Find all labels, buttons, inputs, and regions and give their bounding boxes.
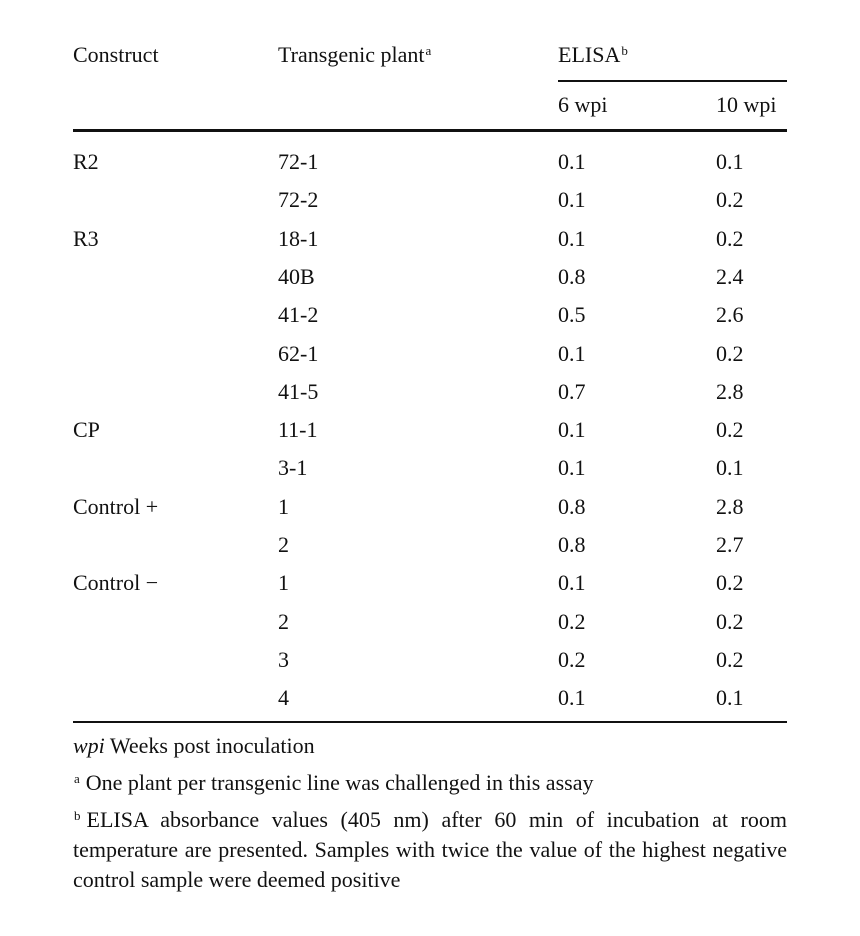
cell-wpi10: 0.2	[716, 570, 744, 596]
table-row	[73, 608, 787, 646]
footnote-a: $^a$ One plant per transgenic line was challenged in this assay	[74, 770, 594, 795]
cell-wpi6: 0.8	[558, 532, 586, 557]
cell-wpi10: 0.2	[716, 187, 744, 213]
cell-wpi6: 0.1	[558, 225, 586, 251]
cell-plant: 4	[278, 685, 289, 711]
table-row	[73, 684, 787, 722]
footnote-abbreviation: wpi Weeks post inoculation	[73, 733, 315, 758]
footnote-b: $^b$ ELISA absorbance values (405 nm) after 60 min of incubation at room temperature are presented. Samples with twice the value of the highest negative control sample were deemed positive	[73, 807, 787, 892]
header-elisa: ELISA$^b$	[558, 42, 628, 67]
cell-plant: 3-1	[278, 455, 308, 481]
cell-wpi6: 0.2	[558, 608, 586, 634]
cell-wpi10: 2.6	[716, 302, 744, 328]
table-row	[73, 378, 787, 416]
cell-wpi10: 0.2	[716, 417, 744, 443]
cell-plant: 72-1	[278, 149, 319, 174]
cell-construct: R2	[73, 149, 99, 174]
cell-wpi6: 0.1	[558, 417, 586, 443]
cell-wpi10: 0.2	[716, 340, 744, 366]
cell-wpi10: 0.1	[716, 685, 744, 711]
table-row	[73, 340, 787, 378]
table-row	[73, 263, 787, 301]
cell-plant: 72-2	[278, 187, 319, 213]
cell-wpi6: 0.8	[558, 263, 586, 289]
cell-wpi6: 0.1	[558, 187, 586, 213]
cell-plant: 41-5	[278, 378, 319, 404]
cell-wpi10: 2.7	[716, 532, 744, 557]
cell-construct: Control +	[73, 493, 159, 519]
cell-wpi6: 0.2	[558, 646, 586, 672]
cell-wpi10: 0.1	[716, 455, 744, 481]
cell-wpi6: 0.1	[558, 570, 586, 596]
header-transgenic-plant: Transgenic plant$^a$	[278, 42, 432, 67]
cell-construct: CP	[73, 417, 100, 443]
cell-plant: 41-2	[278, 302, 319, 328]
cell-plant: 40B	[278, 263, 315, 289]
cell-plant: 2	[278, 532, 289, 557]
cell-plant: 62-1	[278, 340, 319, 366]
table-row	[73, 416, 787, 454]
table-row	[73, 569, 787, 607]
cell-plant: 18-1	[278, 225, 319, 251]
table-row	[73, 454, 787, 492]
header-bottom-rule	[73, 129, 787, 132]
cell-wpi6: 0.1	[558, 340, 586, 366]
cell-plant: 2	[278, 608, 289, 634]
table-row	[73, 646, 787, 684]
cell-plant: 1	[278, 493, 289, 519]
table-footnotes	[73, 731, 787, 902]
cell-wpi6: 0.1	[558, 149, 586, 174]
cell-wpi10: 0.2	[716, 225, 744, 251]
footnote-mark-b: b	[621, 43, 628, 58]
header-10-wpi: 10 wpi	[716, 92, 777, 117]
table-row	[73, 186, 787, 224]
cell-wpi10: 0.2	[716, 646, 744, 672]
cell-wpi6: 0.1	[558, 455, 586, 481]
cell-wpi6: 0.8	[558, 493, 586, 519]
table-row	[73, 493, 787, 531]
header-construct: Construct	[73, 42, 159, 67]
cell-wpi10: 2.8	[716, 493, 744, 519]
cell-plant: 3	[278, 646, 289, 672]
cell-plant: 1	[278, 570, 289, 596]
table-row	[73, 301, 787, 339]
cell-wpi10: 0.2	[716, 608, 744, 634]
cell-wpi6: 0.5	[558, 302, 586, 328]
cell-plant: 11-1	[278, 417, 318, 443]
cell-wpi6: 0.1	[558, 685, 586, 711]
cell-wpi10: 2.4	[716, 263, 744, 289]
table-row	[73, 148, 787, 186]
cell-wpi6: 0.7	[558, 378, 586, 404]
header-6-wpi: 6 wpi	[558, 92, 608, 117]
table-row	[73, 225, 787, 263]
elisa-subheader-rule	[558, 80, 787, 82]
table-bottom-rule	[73, 721, 787, 723]
footnote-mark-a: a	[425, 43, 432, 58]
cell-construct: Control −	[73, 570, 159, 596]
cell-construct: R3	[73, 225, 99, 251]
cell-wpi10: 2.8	[716, 378, 744, 404]
table-row	[73, 531, 787, 569]
cell-wpi10: 0.1	[716, 149, 744, 174]
